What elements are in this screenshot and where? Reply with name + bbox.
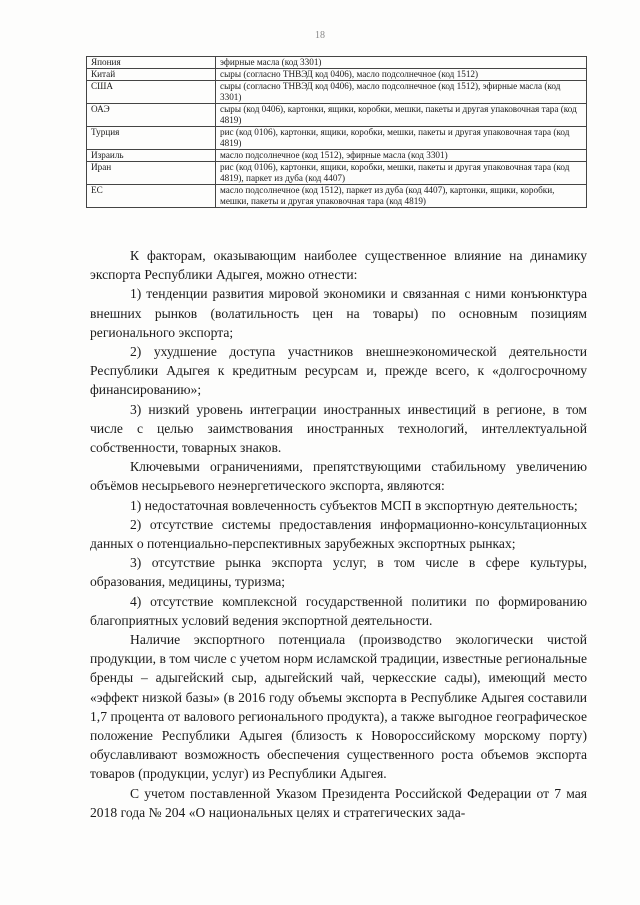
paragraph: 2) отсутствие системы предоставления информационно-консультационных данных о потенциально-перспективных зарубежных экспортных рынках;	[90, 516, 587, 552]
products-cell: сыры (код 0406), картонки, ящики, коробки, мешки, пакеты и другая упаковочная тара (код 4819)	[216, 104, 587, 127]
country-cell: США	[87, 81, 216, 104]
country-cell: ОАЭ	[87, 104, 216, 127]
paragraph: 2) ухудшение доступа участников внешнеэкономической деятельности Республики Адыгея к кредитным ресурсам и, прежде всего, к «долгосрочному финансированию»;	[90, 344, 587, 398]
country-cell: Япония	[87, 57, 216, 69]
paragraph: 3) отсутствие рынка экспорта услуг, в том числе в сфере культуры, образования, медицины, туризма;	[90, 555, 587, 590]
paragraph: С учетом поставленной Указом Президента Российской Федерации от 7 мая 2018 года № 204 «О национальных целях и стратегических зада-	[90, 785, 587, 820]
table-row	[87, 57, 587, 69]
products-cell: сыры (согласно ТНВЭД код 0406), масло подсолнечное (код 1512)	[216, 69, 587, 81]
products-cell: рис (код 0106), картонки, ящики, коробки, мешки, пакеты и другая упаковочная тара (код 4819), паркет из дуба (код 4407)	[216, 162, 587, 185]
country-cell: Израиль	[87, 150, 216, 162]
table-row	[87, 69, 587, 81]
body-text	[90, 246, 587, 822]
table-row	[87, 104, 587, 127]
paragraph: 1) тенденции развития мировой экономики и связанная с ними конъюнктура внешних рынков (волатильность цен на товары) по основным позициям регионального экспорта;	[90, 286, 587, 340]
products-cell: масло подсолнечное (код 1512), эфирные масла (код 3301)	[216, 150, 587, 162]
table-row	[87, 150, 587, 162]
country-cell: Турция	[87, 127, 216, 150]
paragraph: Ключевыми ограничениями, препятствующими стабильному увеличению объёмов несырьевого неэнергетического экспорта, являются:	[90, 459, 587, 494]
products-cell: эфирные масла (код 3301)	[216, 57, 587, 69]
table-row	[87, 81, 587, 104]
paragraph: 3) низкий уровень интеграции иностранных инвестиций в регионе, в том числе с целью заимствования иностранных технологий, интеллектуальной собственности, товарных знаков.	[90, 401, 587, 456]
products-cell: сыры (согласно ТНВЭД код 0406), масло подсолнечное (код 1512), эфирные масла (код 3301)	[216, 81, 587, 104]
country-cell: Иран	[87, 162, 216, 185]
paragraph: Наличие экспортного потенциала (производство экологически чистой продукции, в том числе с учетом норм исламской традиции, известные региональные бренды – адыгейский сыр, адыгейский чай, черкесские сады), имеющий место «эффект низкой базы» (в 2016 году объемы экспорта в Республике Адыгея составили 1,7 процента от валового регионального продукта), а также выгодное географическое положение Республики Адыгея (близость к Новороссийскому морскому порту) обуславливают возможность обеспечения существенного роста объемов экспорта товаров (продукции, услуг) из Республики Адыгея.	[90, 632, 587, 782]
page-number: 18	[315, 30, 325, 41]
export-table	[86, 56, 587, 208]
country-cell: ЕС	[87, 185, 216, 208]
country-cell: Китай	[87, 69, 216, 81]
table-row	[87, 127, 587, 150]
products-cell: рис (код 0106), картонки, ящики, коробки, мешки, пакеты и другая упаковочная тара (код 4819)	[216, 127, 587, 150]
paragraph: К факторам, оказывающим наиболее существенное влияние на динамику экспорта Республики Адыгея, можно отнести:	[90, 248, 587, 283]
paragraph: 1) недостаточная вовлеченность субъектов МСП в экспортную деятельность;	[130, 497, 578, 513]
paragraph: 4) отсутствие комплексной государственной политики по формированию благоприятных условий ведения экспортной деятельности.	[90, 593, 587, 628]
table-row	[87, 185, 587, 208]
table-row	[87, 162, 587, 185]
products-cell: масло подсолнечное (код 1512), паркет из дуба (код 4407), картонки, ящики, коробки, мешки, пакеты и другая упаковочная тара (код 4819)	[216, 185, 587, 208]
